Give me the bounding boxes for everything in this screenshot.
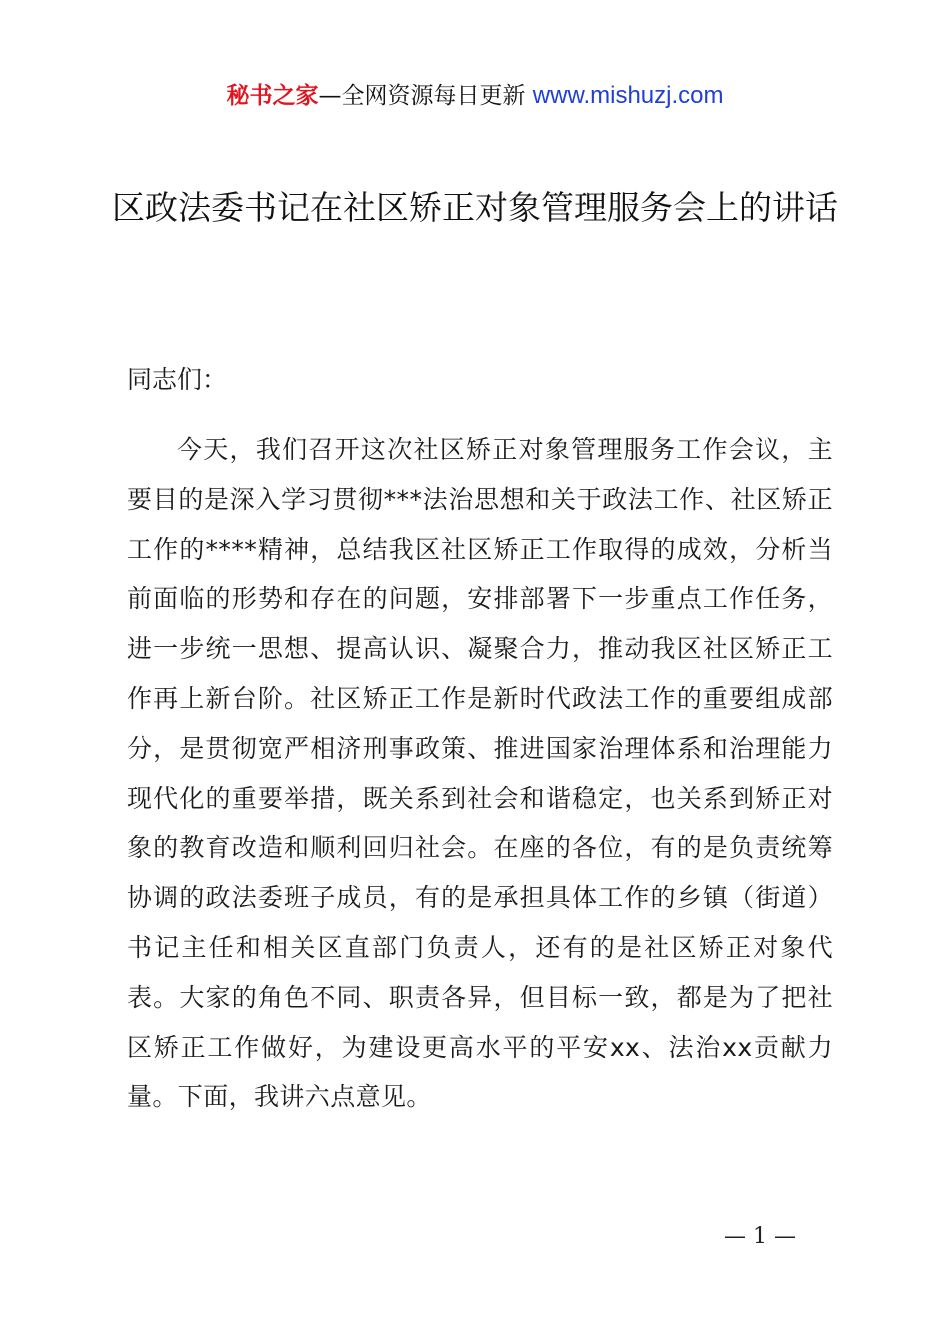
site-url-link[interactable]: www.mishuzj.com (532, 82, 724, 109)
site-tagline: —全网资源每日更新 (318, 83, 533, 109)
page-number: — 1 — (724, 1224, 796, 1249)
salutation: 同志们： (127, 365, 228, 394)
body-paragraph: 今天，我们召开这次社区矫正对象管理服务工作会议，主要目的是深入学习贯彻***法治思想和关于政法工作、社区矫正工作的****精神，总结我区社区矫正工作取得的成效，分析当前面临的形势和存在的问题，安排部署下一步重点工作任务，进一步统一思想、提高认识、凝聚合力，推动我区社区矫正工作再上新台阶。社区矫正工作是新时代政法工作的重要组成部分，是贯彻宽严相济刑事政策、推进国家治理体系和治理能力现代化的重要举措，既关系到社会和谐稳定，也关系到矫正对象的教育改造和顺利回归社会。在座的各位，有的是负责统筹协调的政法委班子成员，有的是承担具体工作的乡镇（街道）书记主任和相关区直部门负责人，还有的是社区矫正对象代表。大家的角色不同、职责各异，但目标一致，都是为了把社区矫正工作做好，为建设更高水平的平安xx、法治xx贡献力量。下面，我讲六点意见。 (127, 435, 833, 1112)
site-header (0, 80, 950, 112)
brand-name: 秘书之家 (226, 83, 319, 109)
document-body (127, 360, 833, 1122)
document-title: 区政法委书记在社区矫正对象管理服务会上的讲话 (112, 188, 838, 227)
